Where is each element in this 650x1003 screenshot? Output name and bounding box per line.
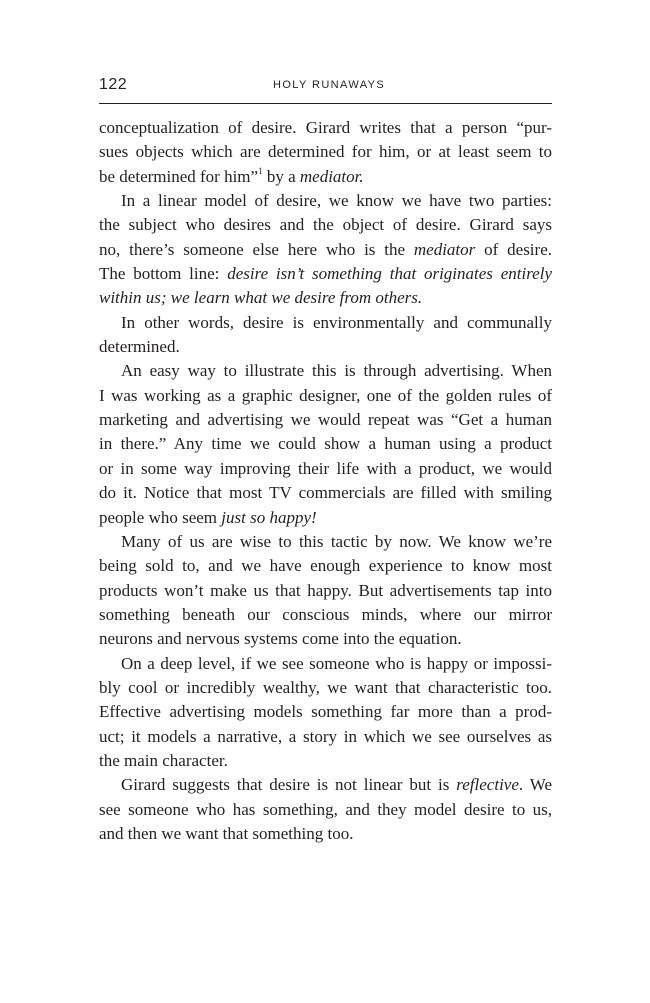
text-line: I was working as a graphic designer, one of the golden rules of — [99, 385, 552, 405]
text-line: within us; we learn what we desire from others. — [99, 288, 423, 308]
running-head: HOLY RUNAWAYS — [273, 79, 386, 91]
text-line: Effective advertising models something far more than a prod- — [99, 702, 552, 722]
text-line: marketing and advertising we would repeat was “Get a human — [99, 410, 552, 430]
text-line: see someone who has something, and they model desire to us, — [99, 799, 552, 819]
text-line: in there.” Any time we could show a human using a product — [99, 434, 552, 454]
text-line: determined. — [99, 337, 180, 357]
text-line: uct; it models a narrative, a story in which we see ourselves as — [99, 726, 552, 746]
text-line: be determined for him”$^1$ by a mediator. — [99, 166, 364, 186]
text-line: the subject who desires and the object of desire. Girard says — [99, 215, 552, 235]
text-line: sues objects which are determined for him, or at least seem to — [99, 142, 552, 162]
body-text — [99, 116, 552, 846]
text-line: and then we want that something too. — [99, 823, 354, 843]
text-line: Many of us are wise to this tactic by now. We know we’re — [121, 531, 552, 551]
text-line: people who seem just so happy! — [99, 507, 317, 527]
header-rule — [99, 103, 552, 104]
text-line: the main character. — [99, 750, 228, 770]
page-header — [99, 76, 552, 102]
text-line: no, there’s someone else here who is the mediator of desire. — [99, 239, 552, 259]
text-line: The bottom line: desire isn’t something that originates entirely — [99, 264, 552, 284]
text-line: bly cool or incredibly wealthy, we want that characteristic too. — [99, 677, 552, 697]
footnote-marker: 1 — [258, 166, 263, 177]
text-line: An easy way to illustrate this is through advertising. When — [121, 361, 552, 381]
text-line: do it. Notice that most TV commercials are filled with smiling — [99, 483, 552, 503]
text-line: In a linear model of desire, we know we have two parties: — [121, 191, 552, 211]
text-line: In other words, desire is environmentally and communally — [121, 312, 552, 332]
text-line: On a deep level, if we see someone who is happy or impossi- — [121, 653, 552, 673]
text-line: Girard suggests that desire is not linear but is reflective. We — [121, 775, 552, 795]
text-line: being sold to, and we have enough experience to know most — [99, 556, 552, 576]
text-line: something beneath our conscious minds, where our mirror — [99, 604, 552, 624]
text-line: neurons and nervous systems come into the equation. — [99, 629, 462, 649]
page-number: 122 — [99, 76, 128, 93]
text-line: conceptualization of desire. Girard writes that a person “pur- — [99, 118, 552, 137]
text-line: products won’t make us that happy. But advertisements tap into — [99, 580, 552, 600]
text-line: or in some way improving their life with a product, we would — [99, 458, 552, 478]
